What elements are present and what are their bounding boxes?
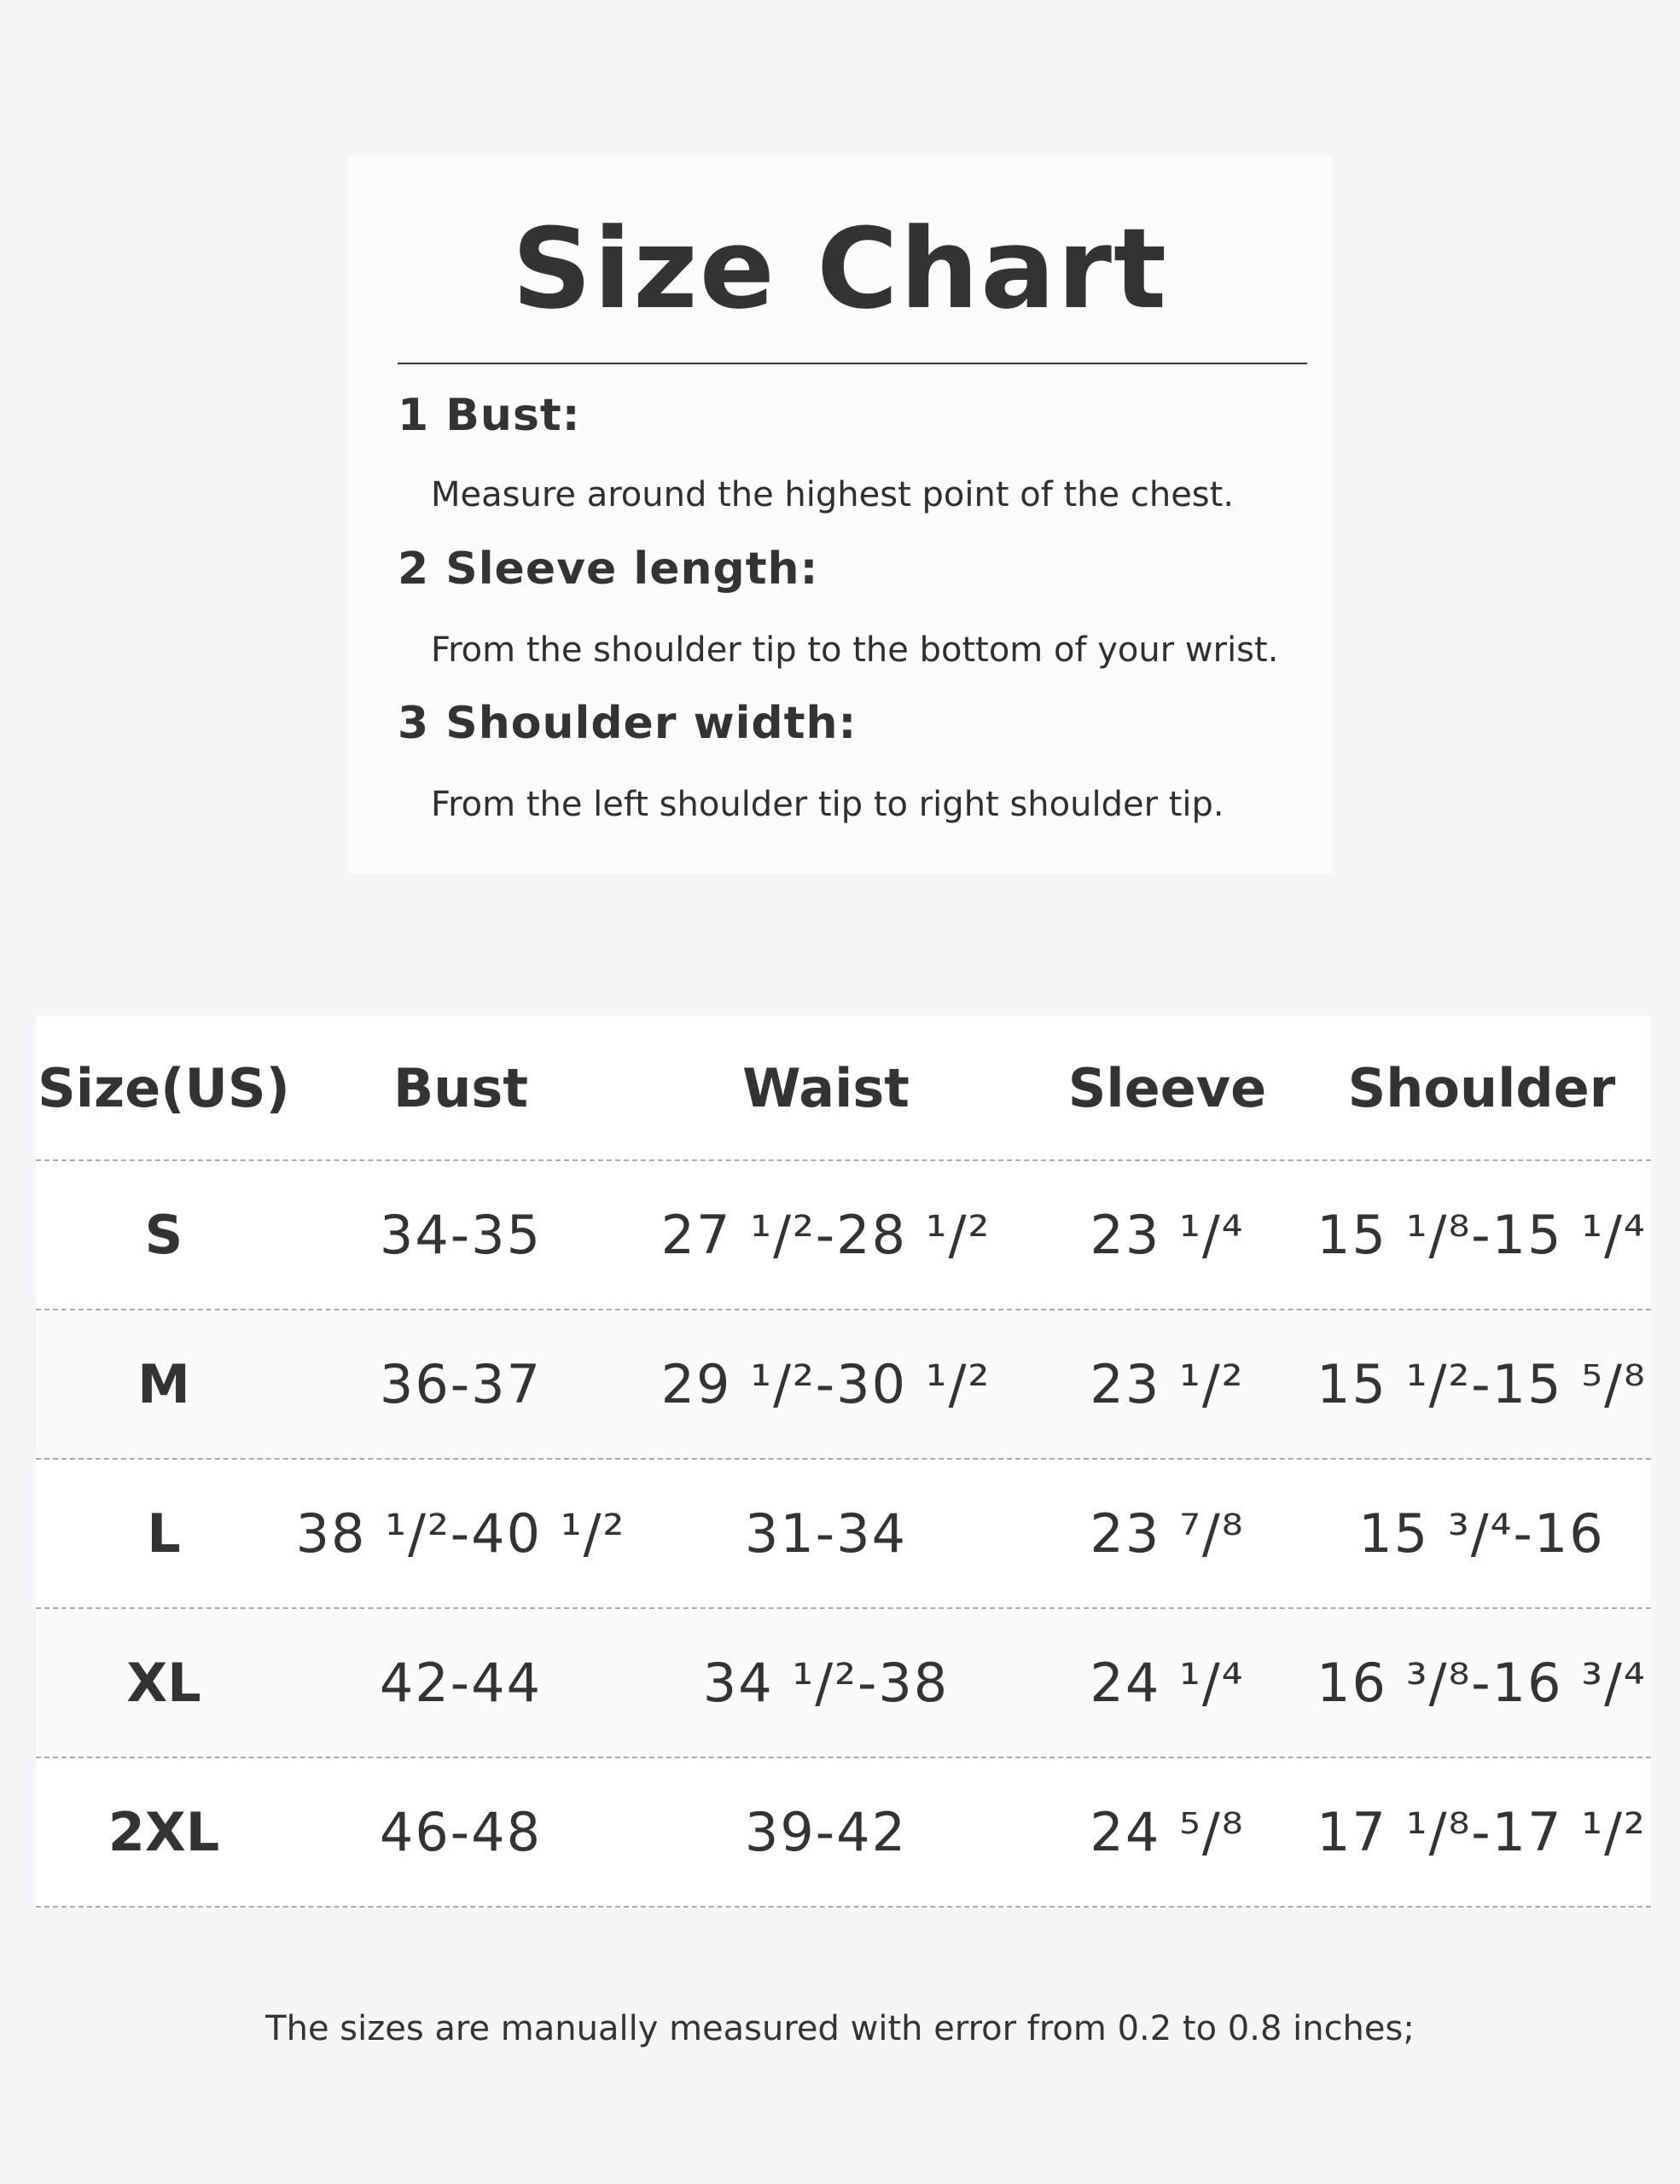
bust-heading: 1 Bust: [398,390,581,441]
bust-cell: 38 ¹/²-40 ¹/² [295,1502,626,1565]
waist-cell: 34 ¹/²-38 [702,1652,950,1714]
waist-cell: 29 ¹/²-30 ¹/² [660,1353,991,1415]
header-shoulder: Shoulder [1347,1056,1616,1119]
measurement-guide-card [348,155,1332,874]
bust-cell: 36-37 [379,1353,543,1415]
header-size: Size(US) [38,1056,290,1119]
header-bust: Bust [393,1056,528,1119]
shoulder-cell: 15 ¹/⁸-15 ¹/⁴ [1317,1204,1647,1266]
waist-cell: 27 ¹/²-28 ¹/² [660,1204,991,1266]
size-cell: 2XL [108,1801,220,1863]
shoulder-width-description: From the left shoulder tip to right shoulder tip. [431,785,1224,824]
size-cell: S [144,1204,183,1266]
table-row [36,1161,1651,1310]
page-title: Size Chart [511,204,1169,334]
size-table [36,1016,1651,1908]
sleeve-length-heading: 2 Sleeve length: [398,543,819,595]
table-row [36,1310,1651,1460]
bust-description: Measure around the highest point of the chest. [431,475,1235,514]
bust-cell: 34-35 [379,1204,543,1266]
sleeve-cell: 23 ¹/⁴ [1090,1204,1245,1266]
shoulder-cell: 16 ³/⁸-16 ³/⁴ [1317,1652,1647,1714]
title-divider [398,363,1307,364]
sleeve-cell: 23 ¹/² [1090,1353,1245,1415]
sleeve-cell: 24 ⁵/⁸ [1090,1801,1245,1863]
measurement-footnote: The sizes are manually measured with error from 0.2 to 0.8 inches; [265,2009,1415,2048]
bust-cell: 46-48 [379,1801,543,1863]
header-waist: Waist [742,1056,910,1119]
table-row [36,1460,1651,1609]
size-cell: XL [126,1652,201,1714]
bust-cell: 42-44 [379,1652,543,1714]
size-cell: L [147,1502,181,1565]
shoulder-width-heading: 3 Shoulder width: [398,698,857,749]
shoulder-cell: 15 ¹/²-15 ⁵/⁸ [1317,1353,1647,1415]
header-sleeve: Sleeve [1067,1056,1267,1119]
shoulder-cell: 15 ³/⁴-16 [1358,1502,1605,1565]
table-row [36,1609,1651,1758]
table-row [36,1758,1651,1908]
size-cell: M [137,1353,190,1415]
waist-cell: 39-42 [744,1801,908,1863]
sleeve-cell: 23 ⁷/⁸ [1090,1502,1245,1565]
shoulder-cell: 17 ¹/⁸-17 ¹/² [1317,1801,1647,1863]
table-header-row [36,1016,1651,1161]
waist-cell: 31-34 [744,1502,908,1565]
sleeve-cell: 24 ¹/⁴ [1090,1652,1245,1714]
sleeve-length-description: From the shoulder tip to the bottom of your wrist. [431,630,1279,670]
